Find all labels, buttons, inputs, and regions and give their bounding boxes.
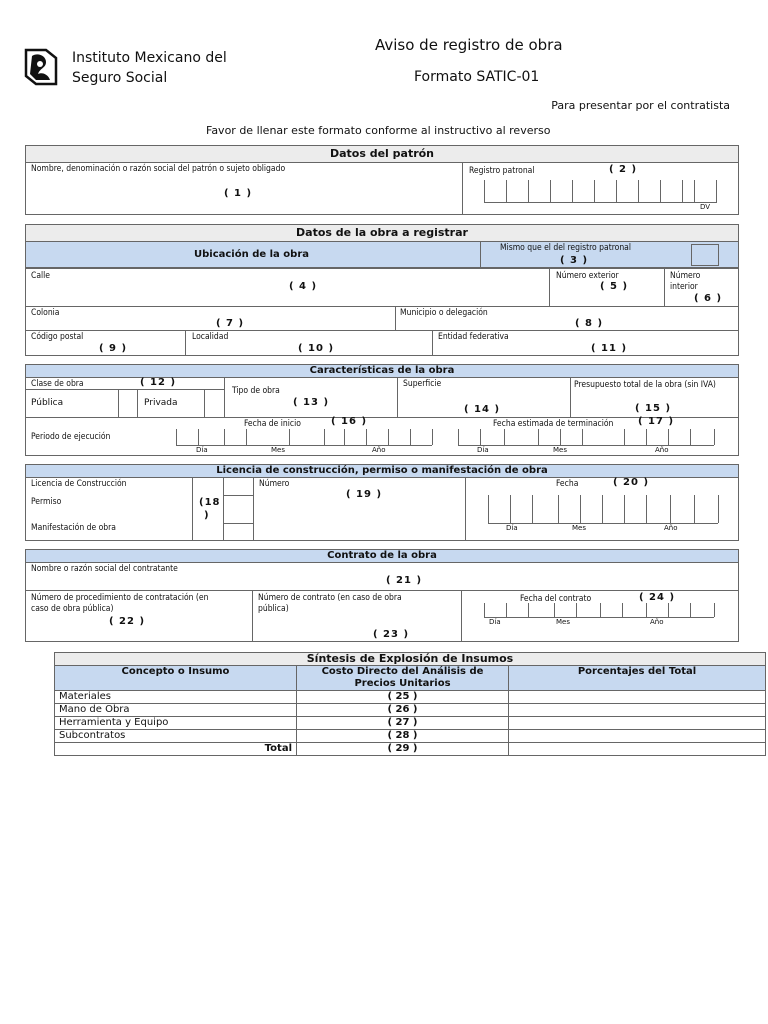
row-label: Herramienta y Equipo	[55, 717, 297, 730]
cp-label: Código postal	[31, 332, 84, 342]
localidad-field[interactable]: ( 10 )	[298, 343, 335, 354]
caracteristicas-section	[25, 364, 739, 456]
presupuesto-label: Presupuesto total de la obra (sin IVA)	[574, 380, 716, 390]
patron-name-label: Nombre, denominación o razón social del patrón o sujeto obligado	[31, 164, 286, 174]
contrato-section	[25, 549, 739, 642]
dv-label: DV	[700, 203, 711, 211]
clase-label: Clase de obra	[31, 379, 84, 389]
total-cost[interactable]: ( 29 )	[297, 743, 509, 756]
institution-line2: Seguro Social	[72, 70, 168, 86]
manifestacion-checkbox[interactable]	[224, 524, 252, 541]
licencia-type-num: (18	[199, 497, 221, 508]
licencia-anio: Año	[664, 524, 678, 532]
inicio-dia: Día	[196, 446, 208, 454]
calle-label: Calle	[31, 271, 50, 281]
institution-name	[72, 48, 227, 88]
manifestacion-label: Manifestación de obra	[31, 523, 116, 533]
total-row	[55, 743, 766, 756]
superficie-label: Superficie	[403, 379, 442, 389]
contratante-field[interactable]: ( 21 )	[386, 575, 423, 586]
ubicacion-band	[26, 242, 738, 268]
obra-section	[25, 224, 739, 356]
presupuesto-field[interactable]: ( 15 )	[635, 403, 672, 414]
contrato-header: Contrato de la obra	[26, 550, 738, 563]
privada-label: Privada	[144, 398, 178, 408]
table-row	[55, 704, 766, 717]
num-int-field[interactable]: ( 6 )	[694, 293, 723, 304]
col-concepto: Concepto o Insumo	[55, 666, 297, 691]
inicio-mes: Mes	[271, 446, 285, 454]
row-cost[interactable]: ( 28 )	[297, 730, 509, 743]
licencia-label: Licencia de Construcción	[31, 479, 127, 489]
num-contrato-label-1: Número de contrato (en caso de obra	[258, 593, 402, 603]
num-contrato-field[interactable]: ( 23 )	[373, 629, 410, 640]
registro-field[interactable]: ( 2 )	[609, 164, 638, 175]
contrato-mes: Mes	[556, 618, 570, 626]
col-porcentaje: Porcentajes del Total	[509, 666, 766, 691]
numero-field[interactable]: ( 19 )	[346, 489, 383, 500]
termino-num: ( 17 )	[638, 416, 675, 427]
patron-header: Datos del patrón	[26, 146, 738, 163]
caracteristicas-header: Características de la obra	[26, 365, 738, 378]
contrato-dia: Día	[489, 618, 501, 626]
sintesis-title: Síntesis de Explosión de Insumos	[55, 653, 766, 666]
ubicacion-label: Ubicación de la obra	[194, 249, 309, 260]
superficie-field[interactable]: ( 14 )	[464, 404, 501, 415]
institution-line1: Instituto Mexicano del	[72, 50, 227, 66]
fecha-contrato-num: ( 24 )	[639, 592, 676, 603]
licencia-checkbox[interactable]	[224, 477, 252, 495]
table-row	[55, 730, 766, 743]
col-costo	[297, 666, 509, 691]
num-ext-field[interactable]: ( 5 )	[600, 281, 629, 292]
col-costo-line2: Precios Unitarios	[354, 678, 451, 689]
publica-checkbox[interactable]	[118, 389, 138, 417]
instructions-note: Favor de llenar este formato conforme al instructivo al reverso	[206, 124, 551, 137]
num-int-label-2: interior	[670, 282, 698, 292]
localidad-label: Localidad	[192, 332, 229, 342]
contrato-anio: Año	[650, 618, 664, 626]
sintesis-table	[54, 652, 766, 756]
licencia-mes: Mes	[572, 524, 586, 532]
row-percent[interactable]	[509, 730, 766, 743]
clase-num: ( 12 )	[140, 377, 177, 388]
publica-label: Pública	[31, 398, 64, 408]
row-label: Materiales	[55, 691, 297, 704]
row-percent[interactable]	[509, 717, 766, 730]
row-cost[interactable]: ( 27 )	[297, 717, 509, 730]
permiso-checkbox[interactable]	[224, 496, 252, 523]
form-title: Aviso de registro de obra	[375, 36, 563, 54]
termino-mes: Mes	[553, 446, 567, 454]
imss-logo	[24, 48, 58, 86]
procedimiento-label-2: caso de obra pública)	[31, 604, 114, 614]
contratante-label: Nombre o razón social del contratante	[31, 564, 178, 574]
table-row	[55, 691, 766, 704]
colonia-label: Colonia	[31, 308, 60, 318]
privada-checkbox[interactable]	[204, 389, 224, 417]
obra-header: Datos de la obra a registrar	[26, 225, 738, 242]
inicio-anio: Año	[372, 446, 386, 454]
cp-field[interactable]: ( 9 )	[99, 343, 128, 354]
form-code: Formato SATIC-01	[414, 69, 540, 85]
procedimiento-label-1: Número de procedimiento de contratación (en	[31, 593, 209, 603]
entidad-label: Entidad federativa	[438, 332, 509, 342]
termino-dia: Día	[477, 446, 489, 454]
patron-section	[25, 145, 739, 215]
inicio-num: ( 16 )	[331, 416, 368, 427]
present-note: Para presentar por el contratista	[551, 99, 730, 112]
periodo-label: Periodo de ejecución	[31, 432, 111, 442]
procedimiento-field[interactable]: ( 22 )	[109, 616, 146, 627]
row-percent[interactable]	[509, 704, 766, 717]
row-cost[interactable]: ( 26 )	[297, 704, 509, 717]
permiso-label: Permiso	[31, 497, 62, 507]
calle-field[interactable]: ( 4 )	[289, 281, 318, 292]
num-ext-label: Número exterior	[556, 271, 619, 281]
entidad-field[interactable]: ( 11 )	[591, 343, 628, 354]
numero-label: Número	[259, 479, 290, 489]
licencia-type-num-close: )	[204, 510, 210, 521]
row-label: Mano de Obra	[55, 704, 297, 717]
row-label: Subcontratos	[55, 730, 297, 743]
num-int-label-1: Número	[670, 271, 701, 281]
row-percent[interactable]	[509, 691, 766, 704]
table-row	[55, 717, 766, 730]
same-as-registro-checkbox[interactable]	[691, 244, 719, 266]
termino-anio: Año	[655, 446, 669, 454]
same-as-registro-label: Mismo que el del registro patronal	[500, 243, 631, 253]
num-contrato-label-2: pública)	[258, 604, 289, 614]
licencia-dia: Día	[506, 524, 518, 532]
row-cost[interactable]: ( 25 )	[297, 691, 509, 704]
licencia-fecha-label: Fecha	[556, 479, 579, 489]
municipio-label: Municipio o delegación	[400, 308, 488, 318]
col-costo-line1: Costo Directo del Análisis de	[321, 666, 484, 677]
licencia-header: Licencia de construcción, permiso o manifestación de obra	[26, 465, 738, 478]
patron-name-field[interactable]: ( 1 )	[224, 188, 253, 199]
inicio-label: Fecha de inicio	[244, 419, 301, 429]
licencia-fecha-num: ( 20 )	[613, 477, 650, 488]
fecha-contrato-label: Fecha del contrato	[520, 594, 592, 604]
municipio-field[interactable]: ( 8 )	[575, 318, 604, 329]
licencia-section	[25, 464, 739, 541]
tipo-field[interactable]: ( 13 )	[293, 397, 330, 408]
total-percent[interactable]	[509, 743, 766, 756]
total-label: Total	[55, 743, 297, 756]
registro-label: Registro patronal	[469, 166, 535, 176]
tipo-label: Tipo de obra	[232, 386, 280, 396]
termino-label: Fecha estimada de terminación	[493, 419, 614, 429]
colonia-field[interactable]: ( 7 )	[216, 318, 245, 329]
same-as-registro-num: ( 3 )	[560, 255, 589, 266]
